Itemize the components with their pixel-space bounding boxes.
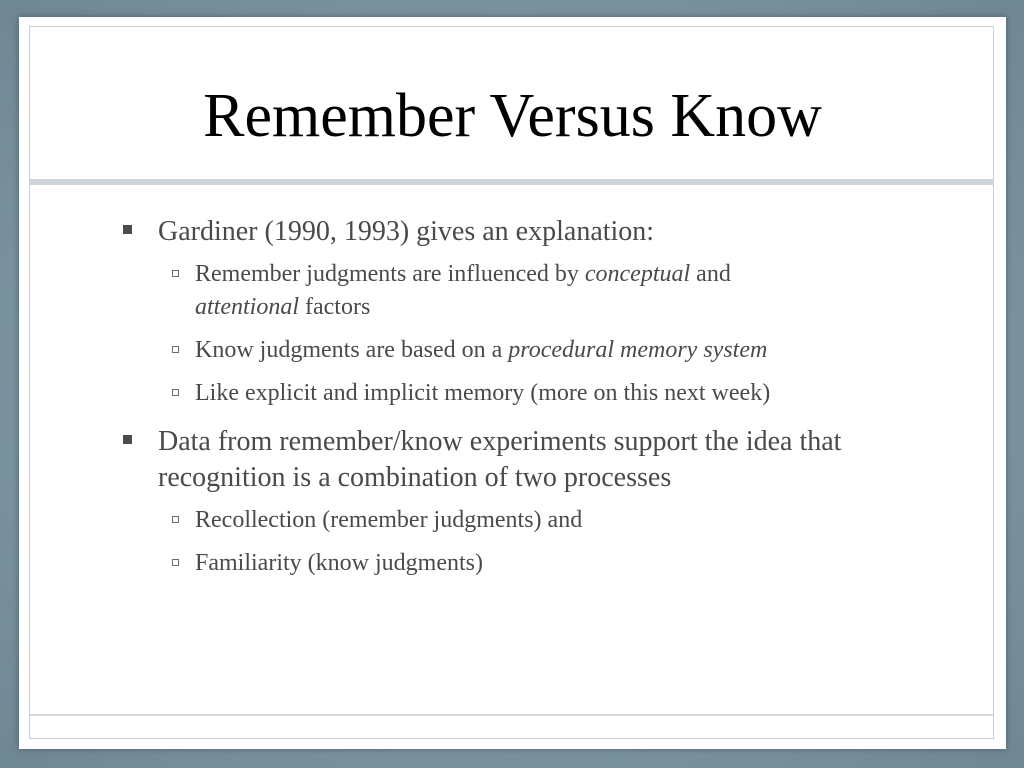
filled-square-bullet-icon bbox=[123, 225, 132, 234]
hollow-square-bullet-icon bbox=[172, 346, 179, 353]
slide-body bbox=[119, 214, 919, 594]
title-divider bbox=[30, 179, 994, 185]
sub-bullet-text: Familiarity (know judgments) bbox=[195, 550, 483, 576]
hollow-square-bullet-icon bbox=[172, 389, 179, 396]
bullet-item bbox=[119, 214, 919, 410]
hollow-square-bullet-icon bbox=[172, 559, 179, 566]
bullet-text: Data from remember/know experiments support the idea that recognition is a combination of two processes bbox=[158, 426, 842, 493]
slide-title: Remember Versus Know bbox=[203, 82, 822, 150]
sub-bullet-item bbox=[158, 334, 919, 367]
sub-bullet-text: Recollection (remember judgments) and bbox=[195, 507, 583, 533]
slide bbox=[19, 17, 1006, 749]
sub-bullet-item bbox=[158, 377, 919, 410]
sub-bullet-item bbox=[158, 547, 919, 580]
bullet-list bbox=[119, 214, 919, 580]
emphasis-text: attentional bbox=[195, 294, 299, 320]
footer-divider bbox=[30, 714, 994, 716]
sub-bullet-item bbox=[158, 258, 919, 324]
bullet-text: Gardiner (1990, 1993) gives an explanation: bbox=[158, 216, 655, 247]
sub-bullet-item bbox=[158, 504, 919, 537]
sub-bullet-list bbox=[158, 258, 919, 410]
sub-bullet-text: Like explicit and implicit memory (more on this next week) bbox=[195, 380, 771, 406]
sub-bullet-text: Remember judgments are influenced by conceptual and attentional factors bbox=[195, 261, 731, 320]
sub-bullet-text: Know judgments are based on a procedural memory system bbox=[195, 337, 768, 363]
emphasis-text: procedural memory system bbox=[508, 337, 768, 363]
filled-square-bullet-icon bbox=[123, 435, 132, 444]
hollow-square-bullet-icon bbox=[172, 516, 179, 523]
emphasis-text: conceptual bbox=[584, 261, 691, 287]
sub-bullet-list bbox=[158, 504, 919, 580]
hollow-square-bullet-icon bbox=[172, 270, 179, 277]
bullet-item bbox=[119, 424, 919, 580]
